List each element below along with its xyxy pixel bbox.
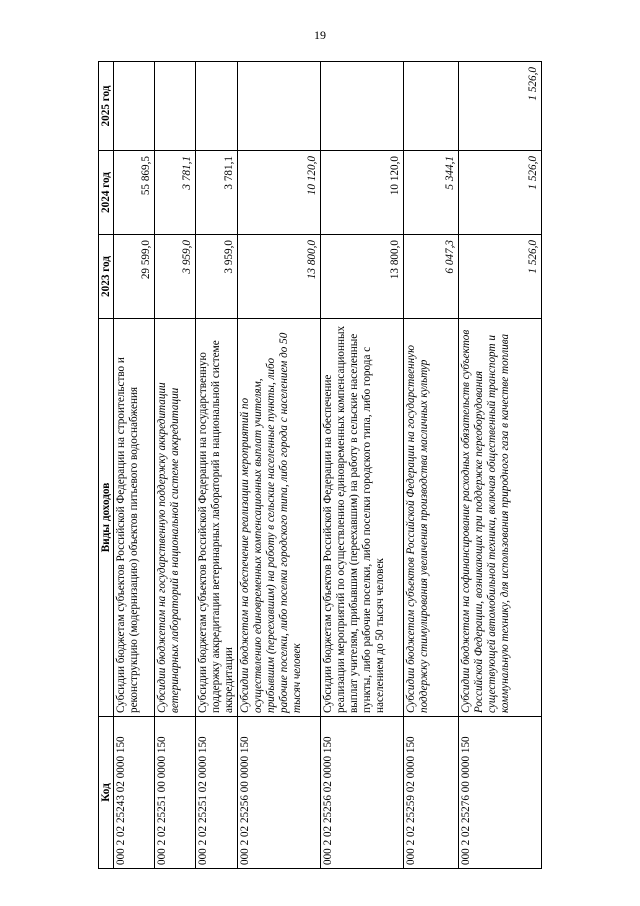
header-code: Код bbox=[99, 717, 114, 869]
rotated-table-container bbox=[98, 62, 538, 869]
row-value-2024: 10 120,0 bbox=[321, 151, 404, 235]
row-value-2025 bbox=[238, 62, 321, 151]
table-row bbox=[155, 62, 196, 869]
row-value-2025 bbox=[404, 62, 459, 151]
table-row bbox=[238, 62, 321, 869]
table-row bbox=[114, 62, 155, 869]
table-row bbox=[404, 62, 459, 869]
row-value-2025 bbox=[114, 62, 155, 151]
row-value-2023: 3 959,0 bbox=[155, 235, 196, 319]
row-code: 000 2 02 25243 02 0000 150 bbox=[114, 717, 155, 869]
row-name: Субсидии бюджетам на софинансирование расходных обязательств субъектов Российской Федерации, возникающих при поддержке переоборудования существующей автомобильной техники, включая общественный транспорт и коммунальную технику, для использования природного газа в качестве топлива bbox=[459, 319, 542, 717]
row-value-2023: 6 047,3 bbox=[404, 235, 459, 319]
page-number: 19 bbox=[314, 28, 326, 42]
table-header-row bbox=[99, 62, 114, 869]
row-name: Субсидии бюджетам субъектов Российской Федерации на обеспечение реализации мероприятий по осуществлению единовременных компенсационных выплат учителям, прибывшим (переехавшим) на работу в сельские населенные пункты, либо рабочие поселки, либо поселки городского типа, либо города с населением до 50 тысяч человек bbox=[321, 319, 404, 717]
row-value-2025 bbox=[196, 62, 238, 151]
row-value-2024: 55 869,5 bbox=[114, 151, 155, 235]
table-row bbox=[321, 62, 404, 869]
header-revenue-type: Виды доходов bbox=[99, 319, 114, 717]
row-code: 000 2 02 25256 00 0000 150 bbox=[238, 717, 321, 869]
row-value-2024: 10 120,0 bbox=[238, 151, 321, 235]
row-code: 000 2 02 25276 00 0000 150 bbox=[459, 717, 542, 869]
row-value-2024: 3 781,1 bbox=[196, 151, 238, 235]
row-value-2024: 5 344,1 bbox=[404, 151, 459, 235]
row-name: Субсидии бюджетам субъектов Российской Федерации на строительство и реконструкцию (модернизацию) объектов питьевого водоснабжения bbox=[114, 319, 155, 717]
row-code: 000 2 02 25251 00 0000 150 bbox=[155, 717, 196, 869]
row-name: Субсидии бюджетам на обеспечение реализации мероприятий по осуществлению единовременных компенсационных выплат учителям, прибывшим (переехавшим) на работу в сельские населенные пункты, либо рабочие поселки, либо поселки городского типа, либо города с населением до 50 тысяч человек bbox=[238, 319, 321, 717]
table-row bbox=[196, 62, 238, 869]
row-value-2023: 13 800,0 bbox=[238, 235, 321, 319]
row-value-2023: 13 800,0 bbox=[321, 235, 404, 319]
header-year-2024: 2024 год bbox=[99, 151, 114, 235]
row-code: 000 2 02 25259 02 0000 150 bbox=[404, 717, 459, 869]
row-value-2025 bbox=[155, 62, 196, 151]
row-value-2024: 1 526,0 bbox=[459, 151, 542, 235]
revenue-table bbox=[98, 61, 542, 869]
header-year-2023: 2023 год bbox=[99, 235, 114, 319]
table-row bbox=[459, 62, 542, 869]
row-name: Субсидии бюджетам субъектов Российской Федерации на государственную поддержку аккредитации ветеринарных лабораторий в национальной системе аккредитации bbox=[196, 319, 238, 717]
row-value-2025 bbox=[321, 62, 404, 151]
row-value-2023: 1 526,0 bbox=[459, 235, 542, 319]
row-value-2023: 29 599,0 bbox=[114, 235, 155, 319]
row-code: 000 2 02 25251 02 0000 150 bbox=[196, 717, 238, 869]
row-name: Субсидии бюджетам на государственную поддержку аккредитации ветеринарных лабораторий в национальной системе аккредитации bbox=[155, 319, 196, 717]
row-value-2024: 3 781,1 bbox=[155, 151, 196, 235]
row-code: 000 2 02 25256 02 0000 150 bbox=[321, 717, 404, 869]
header-year-2025: 2025 год bbox=[99, 62, 114, 151]
row-value-2025: 1 526,0 bbox=[459, 62, 542, 151]
row-name: Субсидии бюджетам субъектов Российской Федерации на государственную поддержку стимулирования увеличения производства масличных культур bbox=[404, 319, 459, 717]
row-value-2023: 3 959,0 bbox=[196, 235, 238, 319]
